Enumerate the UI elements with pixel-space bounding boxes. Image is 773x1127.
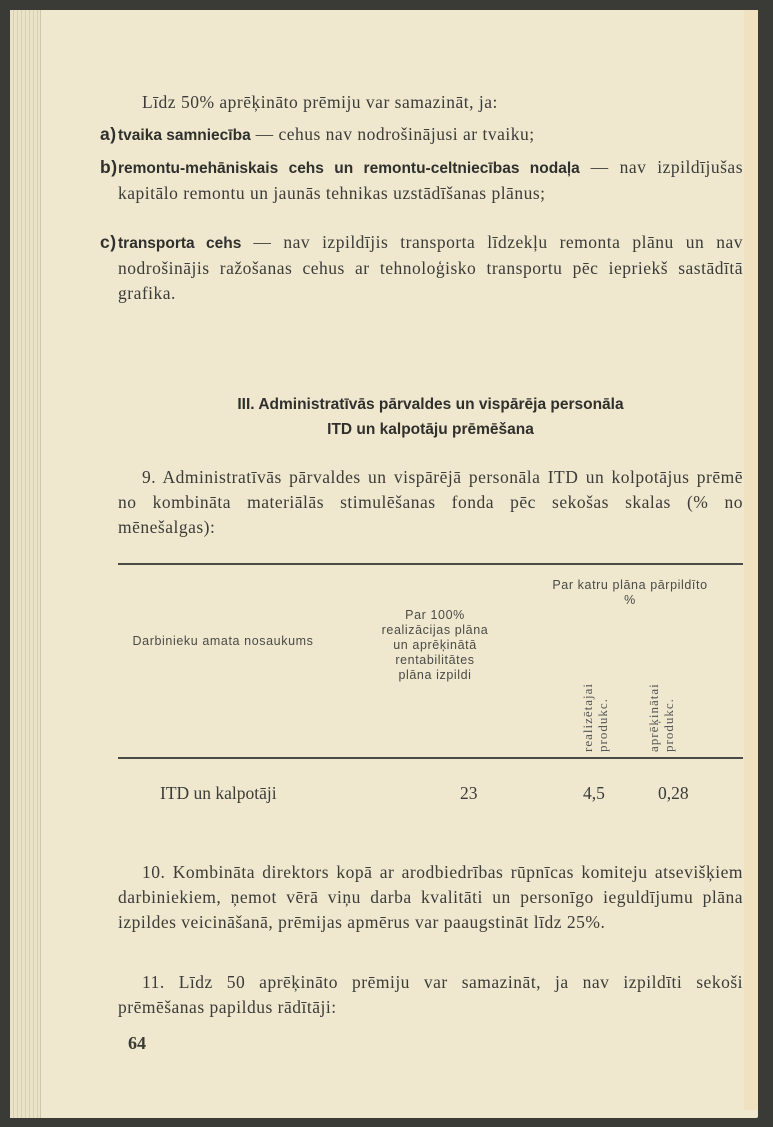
page-edges: [10, 10, 41, 1118]
list-marker: b): [100, 157, 118, 177]
table-top-rule: [118, 563, 743, 565]
paragraph-11: 11. Līdz 50 aprēķināto prēmiju var samazināt, ja nav izpildīti sekoši prēmēšanas papildus rādītāji:: [118, 972, 743, 1017]
list-item-title: transporta cehs: [118, 235, 242, 252]
cell-realized: 4,5: [583, 783, 605, 803]
cell-base-percent: 23: [460, 783, 478, 803]
list-item-c: [100, 230, 743, 306]
header-job-title: Darbinieku amata nosaukums: [132, 634, 314, 648]
list-marker: a): [100, 124, 117, 144]
next-page-edge: [744, 10, 758, 1110]
header-overfulfillment-group: Par katru plāna pārpildīto %: [552, 578, 708, 607]
list-item-b: [100, 155, 743, 206]
header-base-percent: Par 100% realizācijas plāna un aprēķinātā rentabilitātes plāna izpildi: [381, 608, 489, 682]
cell-calculated: 0,28: [658, 783, 689, 803]
list-item-title: remontu-mehāniskais cehs un remontu-celtniecības nodaļa: [118, 160, 580, 177]
paragraph-10: 10. Kombināta direktors kopā ar arodbiedrības rūpnīcas komiteju atsevišķiem darbiniekiem, ņemot vērā viņu darba kvalitāti un personīgo ieguldījumu plāna izpildes veicināšanā, prēmijas apmērus var paaugstināt līdz 25%.: [118, 862, 743, 932]
list-item-text: — nav izpildījis transporta līdzekļu remonta plānu un nav nodrošinājis ražošanas cehus ar tehnoloģisko transportu pēc iepriekš sastādītā grafika.: [118, 232, 743, 303]
header-realized-production: realizētajai produkc.: [580, 682, 610, 752]
page-number: 64: [128, 1033, 146, 1053]
intro-text: Līdz 50% aprēķināto prēmiju var samazināt, ja:: [142, 92, 498, 112]
list-item-text: — nav izpildījušas kapitālo remontu un jaunās tehnikas uzstādīšanas plānus;: [118, 157, 743, 203]
list-item-text: — cehus nav nodrošinājusi ar tvaiku;: [250, 124, 535, 144]
cell-job-title: ITD un kalpotāji: [160, 783, 277, 803]
header-calculated-production: aprēķinātai produkc.: [646, 683, 676, 752]
book-page: [10, 10, 758, 1118]
list-marker: c): [100, 232, 117, 252]
list-item-a: [100, 122, 743, 148]
table-header-rule: [118, 757, 743, 759]
section-heading-line2: ITD un kalpotāju prēmēšana: [327, 421, 534, 438]
paragraph-9: 9. Administratīvās pārvaldes un vispārējā personāla ITD un kolpotājus prēmē no kombināta materiālās stimulēšanas fonda pēc sekošas skalas (% no mēnešalgas):: [118, 467, 743, 537]
section-heading-line1: III. Administratīvās pārvaldes un vispārēja personāla: [237, 396, 624, 413]
list-item-title: tvaika samniecība: [118, 127, 251, 144]
